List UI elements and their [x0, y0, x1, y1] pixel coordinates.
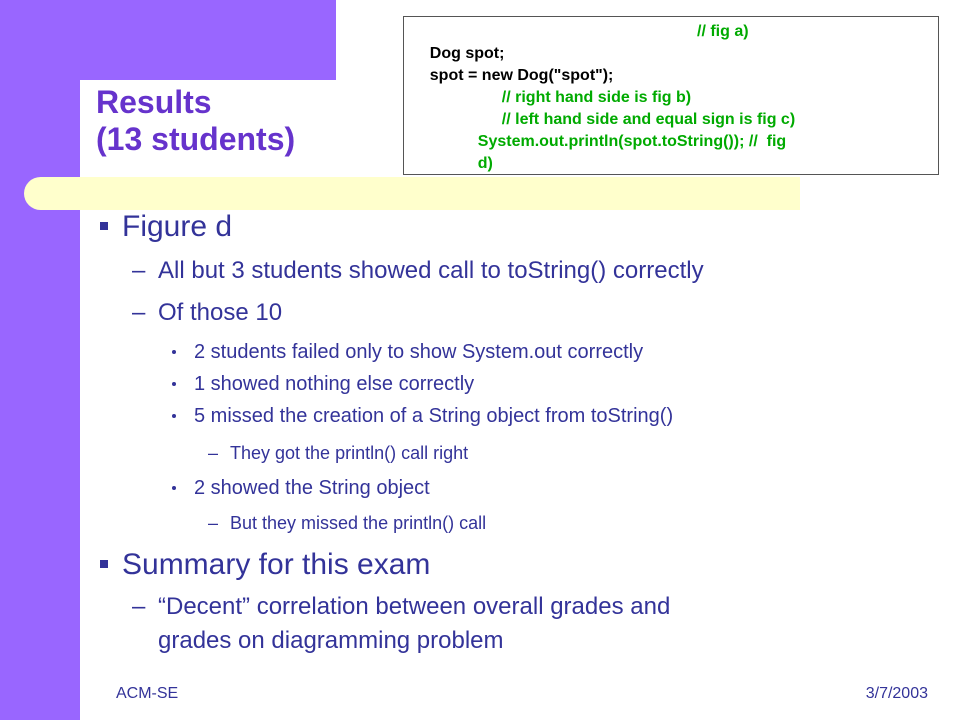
bullet-text: Of those 10 — [158, 299, 283, 326]
bullet-text: But they missed the println() call — [230, 513, 487, 533]
footer-date: 3/7/2003 — [865, 685, 928, 702]
code-line-1 — [412, 21, 938, 62]
title-underline-bar — [24, 177, 800, 210]
code-line-3 — [412, 65, 938, 106]
code-line-6 — [412, 131, 938, 172]
footer-conference: ACM-SE — [116, 685, 179, 702]
square-bullet-icon — [100, 560, 108, 568]
bullet-text: 1 showed nothing else correctly — [194, 373, 475, 395]
bullet-text: 2 showed the String object — [194, 477, 430, 499]
dot-bullet-icon — [172, 382, 176, 386]
bullet-text: 2 students failed only to show System.out correctly — [194, 341, 644, 363]
slide-title-line1: Results — [96, 84, 212, 120]
accent-top-band — [0, 0, 336, 80]
bullet-text: 5 missed the creation of a String object from toString() — [194, 405, 674, 427]
code-text: System.out.println(spot.toString()); — [477, 133, 745, 150]
dot-bullet-icon — [172, 486, 176, 490]
bullet-text-line1: “Decent” correlation between overall grades and — [158, 593, 671, 620]
dot-bullet-icon — [172, 350, 176, 354]
accent-side-band — [0, 0, 80, 720]
dash-bullet-icon: – — [132, 299, 146, 326]
code-comment: d) — [477, 155, 493, 172]
code-line-5 — [412, 109, 938, 150]
bullet-text: All but 3 students showed call to toString() correctly — [158, 257, 704, 284]
code-comment: // fig — [748, 133, 787, 150]
code-text: Dog spot; — [429, 45, 505, 62]
code-snippet-box — [403, 16, 939, 175]
code-line-2 — [412, 43, 938, 84]
dot-bullet-icon — [172, 414, 176, 418]
code-comment: // right hand side is fig b) — [501, 89, 692, 106]
bullet-text: Summary for this exam — [122, 548, 431, 581]
code-comment: // fig a) — [697, 23, 749, 40]
code-text: spot = new Dog("spot"); — [429, 67, 614, 84]
dash-bullet-icon: – — [132, 257, 146, 284]
bullet-text-line2: grades on diagramming problem — [158, 627, 504, 654]
slide-title-line2: (13 students) — [96, 121, 296, 157]
dash-bullet-icon: – — [208, 443, 219, 463]
square-bullet-icon — [100, 222, 108, 230]
code-line-4 — [412, 87, 938, 128]
bullet-text: They got the println() call right — [230, 443, 469, 463]
bullet-text: Figure d — [122, 210, 233, 243]
dash-bullet-icon: – — [208, 513, 219, 533]
code-comment: // left hand side and equal sign is fig c) — [501, 111, 796, 128]
slide-title — [96, 84, 295, 158]
dash-bullet-icon: – — [132, 593, 146, 620]
